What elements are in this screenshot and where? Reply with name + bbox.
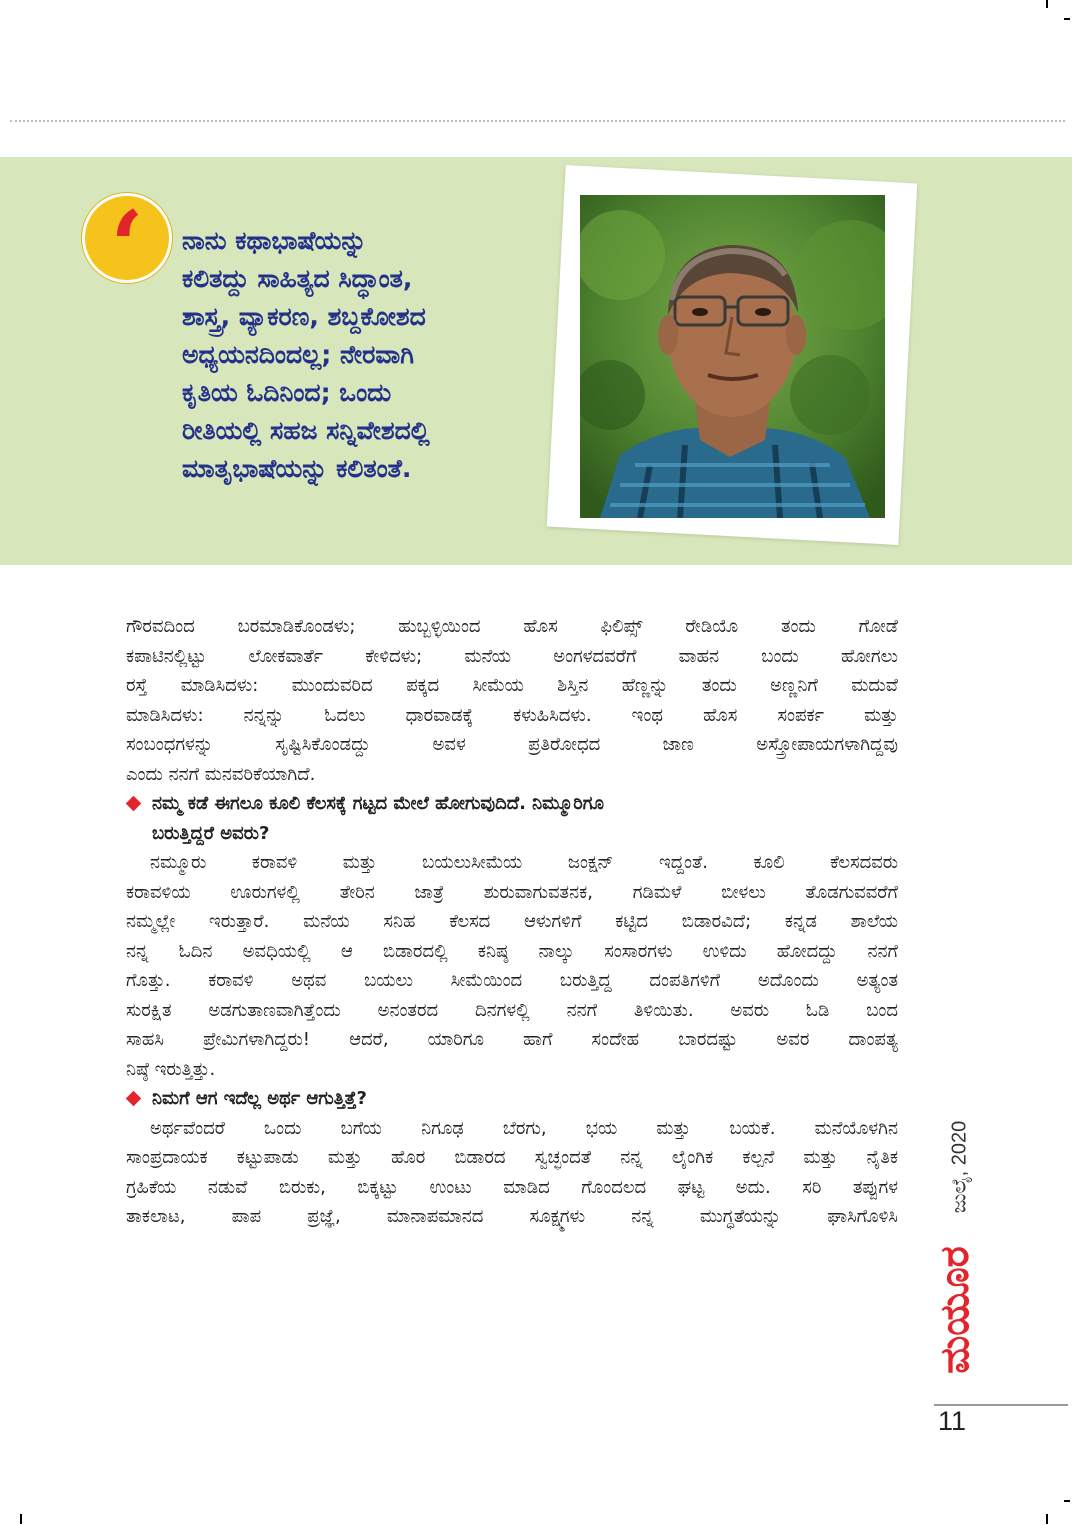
- text-line: ಗ್ರಹಿಕೆಯ ನಡುವೆ ಬಿರುಕು, ಬಿಕ್ಕಟ್ಟು ಉಂಟು ಮಾಡಿದ ಗೊಂದಲದ ಘಟ್ಟ ಅದು. ಸರಿ ತಪ್ಪುಗಳ: [126, 1176, 898, 1198]
- quote-line: ಮಾತೃಭಾಷೆಯನ್ನು ಕಲಿತಂತೆ.: [182, 454, 412, 483]
- interview-question: [126, 1084, 898, 1114]
- text-line: ತಾಕಲಾಟ, ಪಾಪ ಪ್ರಜ್ಞೆ, ಮಾನಾಪಮಾನದ ಸೂಕ್ಷ್ಮಗಳು ನನ್ನ ಮುಗ್ಧತೆಯನ್ನು ಘಾಸಿಗೊಳಿಸಿ: [126, 1206, 898, 1227]
- diamond-bullet-icon: [126, 1091, 142, 1107]
- text-line: ಕಪಾಟಿನಲ್ಲಿಟ್ಟು ಲೋಕವಾರ್ತೆ ಕೇಳಿದಳು; ಮನೆಯ ಅಂಗಳದವರೆಗೆ ವಾಹನ ಬಂದು ಹೋಗಲು: [126, 645, 898, 667]
- article-body: [126, 612, 898, 1232]
- quote-line: ಕಲಿತದ್ದು ಸಾಹಿತ್ಯದ ಸಿದ್ಧಾಂತ,: [182, 264, 413, 293]
- crop-mark: [1046, 0, 1048, 8]
- page-number: 11: [938, 1406, 967, 1436]
- text-line: ಬರುತ್ತಿದ್ದರೆ ಅವರು?: [152, 822, 270, 844]
- text-line: ನಿಷ್ಠೆ ಇರುತ್ತಿತ್ತು.: [126, 1058, 216, 1080]
- text-line: ನಮ್ಮೂರು ಕರಾವಳಿ ಮತ್ತು ಬಯಲುಸೀಮೆಯ ಜಂಕ್ಷನ್ ಇದ್ದಂತೆ. ಕೂಲಿ ಕೆಲಸದವರು: [150, 852, 898, 873]
- text-line: ನಮ್ಮ ಕಡೆ ಈಗಲೂ ಕೂಲಿ ಕೆಲಸಕ್ಕೆ ಗಟ್ಟದ ಮೇಲೆ ಹೋಗುವುದಿದೆ. ನಿಮ್ಮೂರಿಗೂ: [152, 793, 604, 814]
- quote-line: ಅಧ್ಯಯನದಿಂದಲ್ಲ; ನೇರವಾಗಿ: [182, 340, 414, 369]
- quote-line: ಶಾಸ್ತ್ರ, ವ್ಯಾಕರಣ, ಶಬ್ದಕೋಶದ: [182, 302, 426, 331]
- text-line: ಮಾಡಿಸಿದಳು: ನನ್ನನ್ನು ಓದಲು ಧಾರವಾಡಕ್ಕೆ ಕಳುಹಿಸಿದಳು. ಇಂಥ ಹೊಸ ಸಂಪರ್ಕ ಮತ್ತು: [126, 704, 898, 726]
- text-line: ಸಾಹಸಿ ಪ್ರೇಮಿಗಳಾಗಿದ್ದರು! ಆದರೆ, ಯಾರಿಗೂ ಹಾಗೆ ಸಂದೇಹ ಬಾರದಷ್ಟು ಅವರ ದಾಂಪತ್ಯ: [126, 1029, 898, 1050]
- issue-date: ಜುಲೈ, 2020: [948, 1120, 971, 1214]
- interview-answer: [126, 848, 898, 1084]
- interview-answer: [126, 1114, 898, 1232]
- text-line: ನಮ್ಮಲ್ಲೇ ಇರುತ್ತಾರೆ. ಮನೆಯ ಸನಿಹ ಕೆಲಸದ ಆಳುಗಳಿಗೆ ಕಟ್ಟಿದ ಬಿಡಾರವಿದೆ; ಕನ್ನಡ ಶಾಲೆಯ: [126, 911, 898, 932]
- crop-mark: [20, 1514, 22, 1524]
- text-line: ಕರಾವಳಿಯ ಊರುಗಳಲ್ಲಿ ತೇರಿನ ಜಾತ್ರೆ ಶುರುವಾಗುವತನಕ, ಗಡಿಮಳೆ ಬೀಳಲು ತೊಡಗುವವರೆಗೆ: [126, 881, 898, 903]
- quote-line: ನಾನು ಕಥಾಭಾಷೆಯನ್ನು: [182, 226, 367, 255]
- pull-quote-text: [182, 222, 512, 488]
- text-line: ಎಂದು ನನಗೆ ಮನವರಿಕೆಯಾಗಿದೆ.: [126, 763, 316, 785]
- text-line: ಗೌರವದಿಂದ ಬರಮಾಡಿಕೊಂಡಳು; ಹುಬ್ಬಳ್ಳಿಯಿಂದ ಹೊಸ ಫಿಲಿಪ್ಸ್ ರೇಡಿಯೊ ತಂದು ಗೋಡೆ: [126, 616, 898, 637]
- paragraph: [126, 612, 898, 789]
- text-line: ಗೊತ್ತು. ಕರಾವಳಿ ಅಥವ ಬಯಲು ಸೀಮೆಯಿಂದ ಬರುತ್ತಿದ್ದ ದಂಪತಿಗಳಿಗೆ ಅದೊಂದು ಅತ್ಯಂತ: [126, 970, 898, 991]
- diamond-bullet-icon: [126, 796, 142, 812]
- text-line: ನನ್ನ ಓದಿನ ಅವಧಿಯಲ್ಲಿ ಆ ಬಿಡಾರದಲ್ಲಿ ಕನಿಷ್ಠ ನಾಲ್ಕು ಸಂಸಾರಗಳು ಉಳಿದು ಹೋದದ್ದು ನನಗೆ: [126, 940, 898, 962]
- crop-mark: [1064, 18, 1070, 20]
- quote-line: ಕೃತಿಯ ಓದಿನಿಂದ; ಒಂದು: [182, 378, 392, 407]
- interview-question: [126, 789, 898, 848]
- text-line: ಸುರಕ್ಷಿತ ಅಡಗುತಾಣವಾಗಿತ್ತೆಂದು ಅನಂತರದ ದಿನಗಳಲ್ಲಿ ನನಗೆ ತಿಳಿಯಿತು. ಅವರು ಓಡಿ ಬಂದ: [126, 999, 898, 1021]
- quote-mark-icon: ‘: [82, 193, 172, 283]
- text-line: ಸಂಬಂಧಗಳನ್ನು ಸೃಷ್ಟಿಸಿಕೊಂಡದ್ದು ಅವಳ ಪ್ರತಿರೋಧದ ಜಾಣ ಅಸ್ತ್ರೋಪಾಯಗಳಾಗಿದ್ದವು: [126, 734, 898, 755]
- crop-mark: [1046, 1514, 1048, 1524]
- text-line: ನಿಮಗೆ ಆಗ ಇದೆಲ್ಲ ಅರ್ಥ ಆಗುತ್ತಿತ್ತೆ?: [152, 1088, 368, 1109]
- crop-mark: [1064, 1500, 1070, 1502]
- magazine-name: ಮಯೂರ: [932, 1246, 978, 1374]
- text-line: ಸಾಂಪ್ರದಾಯಕ ಕಟ್ಟುಪಾಡು ಮತ್ತು ಹೊರ ಬಿಡಾರದ ಸ್ವಚ್ಛಂದತೆ ನನ್ನ ಲೈಂಗಿಕ ಕಲ್ಪನೆ ಮತ್ತು ನೈತಿಕ: [126, 1147, 898, 1168]
- dotted-divider: [10, 120, 1065, 122]
- text-line: ಅರ್ಥವೆಂದರೆ ಒಂದು ಬಗೆಯ ನಿಗೂಢ ಬೆರಗು, ಭಯ ಮತ್ತು ಬಯಕೆ. ಮನೆಯೊಳಗಿನ: [150, 1117, 898, 1139]
- text-line: ರಸ್ತೆ ಮಾಡಿಸಿದಳು: ಮುಂದುವರಿದ ಪಕ್ಕದ ಸೀಮೆಯ ಶಿಸ್ತಿನ ಹೆಣ್ಣನ್ನು ತಂದು ಅಣ್ಣನಿಗೆ ಮದುವೆ: [126, 675, 898, 696]
- author-portrait: [580, 195, 885, 518]
- quote-line: ರೀತಿಯಲ್ಲಿ ಸಹಜ ಸನ್ನಿವೇಶದಲ್ಲಿ: [182, 416, 430, 445]
